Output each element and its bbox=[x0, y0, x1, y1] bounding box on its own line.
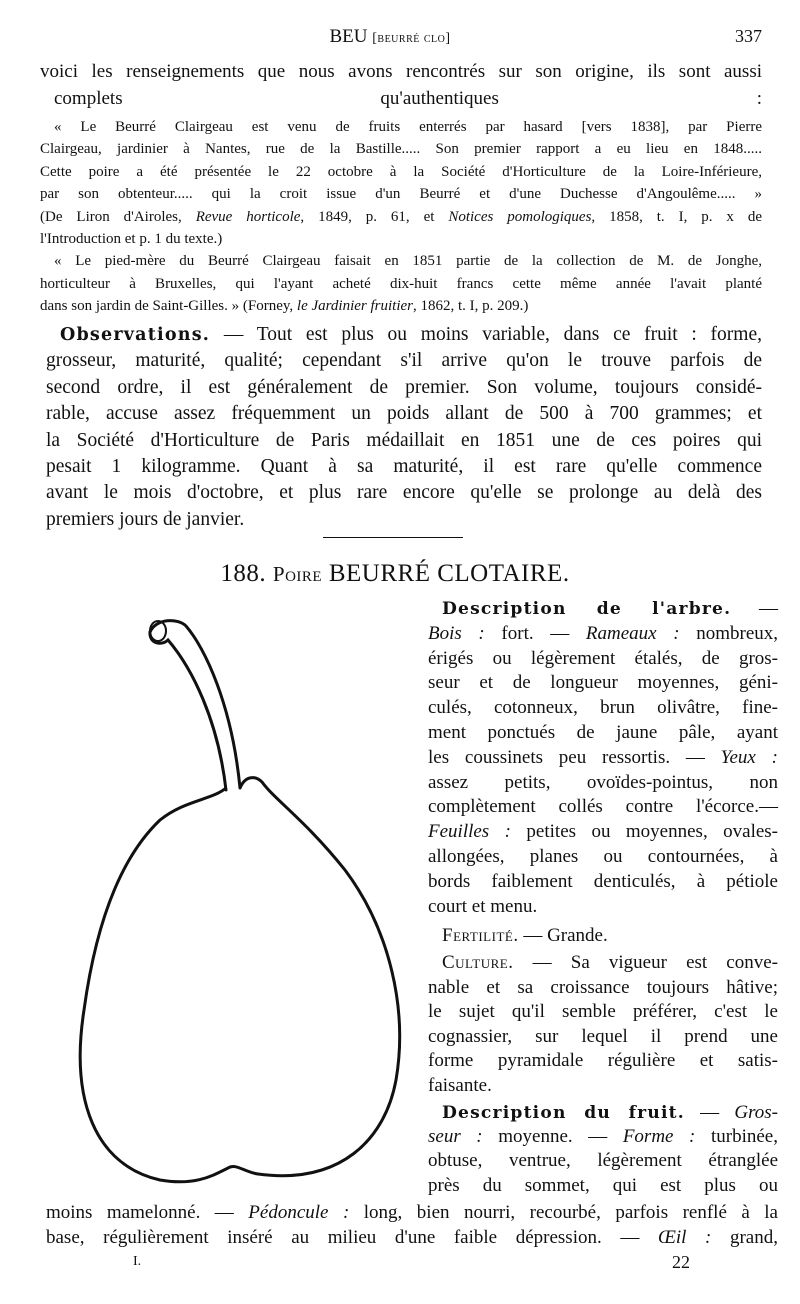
text-line bbox=[428, 923, 778, 948]
text-line: complètement collés contre l'écorce.— bbox=[428, 796, 778, 818]
text-run: les coussinets peu ressortis. — bbox=[428, 746, 721, 768]
text-line bbox=[428, 820, 778, 845]
text-line: près du sommet, qui est plus ou bbox=[428, 1174, 778, 1196]
fruit-description bbox=[428, 1101, 778, 1198]
italic-term: Pédoncule : bbox=[248, 1202, 350, 1223]
italic-term: Feuilles : bbox=[428, 821, 511, 843]
text-run: dans son jardin de Saint-Gilles. » (Forney, bbox=[40, 298, 297, 315]
text-run: grand, bbox=[711, 1227, 778, 1248]
entry-prefix: Poire bbox=[272, 562, 323, 586]
italic-term: Revue horticole bbox=[195, 208, 301, 225]
signature-number: 22 bbox=[672, 1252, 690, 1272]
text-run: petites ou moyennes, ovales- bbox=[510, 821, 778, 843]
text-line: « Le pied-mère du Beurré Clairgeau faisait en 1851 partie de la collection de M. de Jonghe, bbox=[54, 253, 762, 270]
bold-heading: Description de l'arbre. bbox=[442, 599, 732, 619]
text-run: , 1858, t. I, p. x de bbox=[591, 208, 763, 225]
text-run: , 1849, p. 61, et bbox=[300, 208, 449, 225]
text-line: le sujet qu'il semble préférer, c'est le bbox=[428, 1001, 778, 1022]
text-line bbox=[46, 1200, 778, 1225]
text-run: — Sa vigueur est conve- bbox=[513, 952, 778, 973]
text-run: turbinée, bbox=[695, 1126, 778, 1148]
small-caps-heading: Culture. bbox=[442, 952, 514, 973]
text-line bbox=[428, 746, 778, 771]
header-title-small: [beurré clo] bbox=[372, 31, 451, 46]
fruit-description-continued bbox=[46, 1200, 778, 1250]
text-line: par son obtenteur..... qui la croit issue d'un Beurré et d'une Duchesse d'Angoulême..... » bbox=[40, 186, 762, 203]
italic-term: Rameaux : bbox=[585, 622, 680, 644]
text-line: court et menu. bbox=[428, 895, 538, 917]
text-line: « Le Beurré Clairgeau est venu de fruits enterrés par hasard [vers 1838], par Pierre bbox=[54, 119, 762, 135]
text-line: obtuse, ventrue, légèrement étranglée bbox=[428, 1150, 778, 1172]
small-caps-heading: Fertilité. bbox=[442, 925, 519, 946]
text-run: (De Liron d'Airoles, bbox=[40, 208, 196, 225]
italic-term: seur : bbox=[428, 1126, 483, 1148]
text-line: nable et sa croissance toujours hâtive; bbox=[428, 976, 778, 998]
header-title-main: BEU bbox=[329, 26, 368, 47]
text-line: second ordre, il est généralement de premier. Son volume, toujours considé- bbox=[46, 376, 762, 398]
tree-description bbox=[428, 597, 778, 919]
pear-outline-icon bbox=[80, 778, 399, 1182]
text-line bbox=[428, 622, 778, 647]
text-line: l'Introduction et p. 1 du texte.) bbox=[40, 231, 223, 248]
text-line: ment ponctués de jaune pâle, ayant bbox=[428, 721, 778, 743]
italic-term: Yeux : bbox=[720, 746, 778, 768]
text-line: complets qu'authentiques : bbox=[54, 88, 762, 109]
text-run: long, bien nourri, recourbé, parfois renflé à la bbox=[349, 1202, 778, 1223]
pear-stem-icon bbox=[150, 621, 240, 790]
text-run: — bbox=[684, 1102, 735, 1123]
text-run: base, régulièrement inséré au milieu d'une faible dépression. — bbox=[46, 1227, 658, 1248]
text-line: avant le mois d'octobre, et plus rare encore qu'elle se prolonge au delà des bbox=[46, 482, 762, 504]
text-run: moyenne. — bbox=[482, 1126, 623, 1148]
text-line: érigés ou légèrement étalés, de gros- bbox=[428, 647, 778, 669]
text-line bbox=[428, 597, 778, 622]
text-line bbox=[428, 1101, 778, 1125]
italic-term: Bois : bbox=[428, 622, 485, 644]
text-run: — bbox=[731, 598, 779, 619]
text-run: — Tout est plus ou moins variable, dans ce fruit : forme, bbox=[210, 324, 762, 345]
text-line: la Société d'Horticulture de Paris médaillait en 1851 une de ces poires qui bbox=[46, 429, 762, 451]
text-run: moins mamelonné. — bbox=[46, 1202, 249, 1223]
signature-mark: I. bbox=[133, 1254, 142, 1269]
entry-number: 188. bbox=[220, 560, 267, 587]
entry-name: BEURRÉ CLOTAIRE. bbox=[328, 560, 570, 587]
text-line: allongées, planes ou contournées, à bbox=[428, 845, 778, 867]
bold-heading: Observations. bbox=[60, 325, 211, 345]
text-line: Clairgeau, jardinier à Nantes, rue de la Bastille..... Son premier rapport a eu lieu en 1848..... bbox=[40, 141, 762, 158]
italic-term: Forme : bbox=[622, 1126, 696, 1148]
text-line bbox=[428, 951, 778, 976]
italic-term: le Jardinier fruitier bbox=[296, 298, 414, 315]
text-line: seur et de longueur moyennes, géni- bbox=[428, 672, 778, 694]
text-line bbox=[46, 1225, 778, 1250]
text-line: Cette poire a été présentée le 22 octobre à la Société d'Horticulture de la Loire-Inférieure, bbox=[40, 163, 762, 180]
text-line: cognassier, sur lequel il prend une bbox=[428, 1025, 778, 1047]
fertility-paragraph bbox=[428, 923, 778, 948]
text-run: nombreux, bbox=[679, 622, 778, 644]
italic-term: Œil : bbox=[657, 1227, 712, 1248]
page-number: 337 bbox=[735, 26, 762, 46]
culture-paragraph bbox=[428, 951, 778, 1098]
text-line: assez petits, ovoïdes-pointus, non bbox=[428, 771, 778, 793]
text-run: , 1862, t. I, p. 209.) bbox=[413, 298, 529, 315]
text-line: voici les renseignements que nous avons rencontrés sur son origine, ils sont aussi bbox=[40, 61, 762, 82]
text-line: culés, cotonneux, brun olivâtre, fine- bbox=[428, 697, 778, 719]
text-run: fort. — bbox=[484, 622, 586, 644]
bold-heading: Description du fruit. bbox=[442, 1103, 685, 1123]
text-run: — Grande. bbox=[518, 925, 608, 946]
text-line: pesait 1 kilogramme. Quant à sa maturité, il est rare qu'elle commence bbox=[46, 456, 762, 478]
text-line: bords faiblement denticulés, à pétiole bbox=[428, 870, 778, 892]
text-line: horticulteur à Bruxelles, qui l'ayant acheté dix-huit francs cette même année l'avait planté bbox=[40, 275, 762, 292]
text-line: faisante. bbox=[428, 1074, 492, 1096]
italic-term: Notices pomologiques bbox=[448, 208, 592, 225]
text-line: premiers jours de janvier. bbox=[46, 508, 245, 530]
text-line: rable, accuse assez fréquemment un poids allant de 500 à 700 grammes; et bbox=[46, 403, 762, 425]
italic-term: Gros- bbox=[734, 1102, 778, 1123]
text-line: grosseur, maturité, qualité; cependant s'il arrive qu'on le trouve parfois de bbox=[46, 350, 762, 372]
text-line: forme pyramidale régulière et satis- bbox=[428, 1050, 778, 1071]
text-line bbox=[428, 1125, 778, 1149]
